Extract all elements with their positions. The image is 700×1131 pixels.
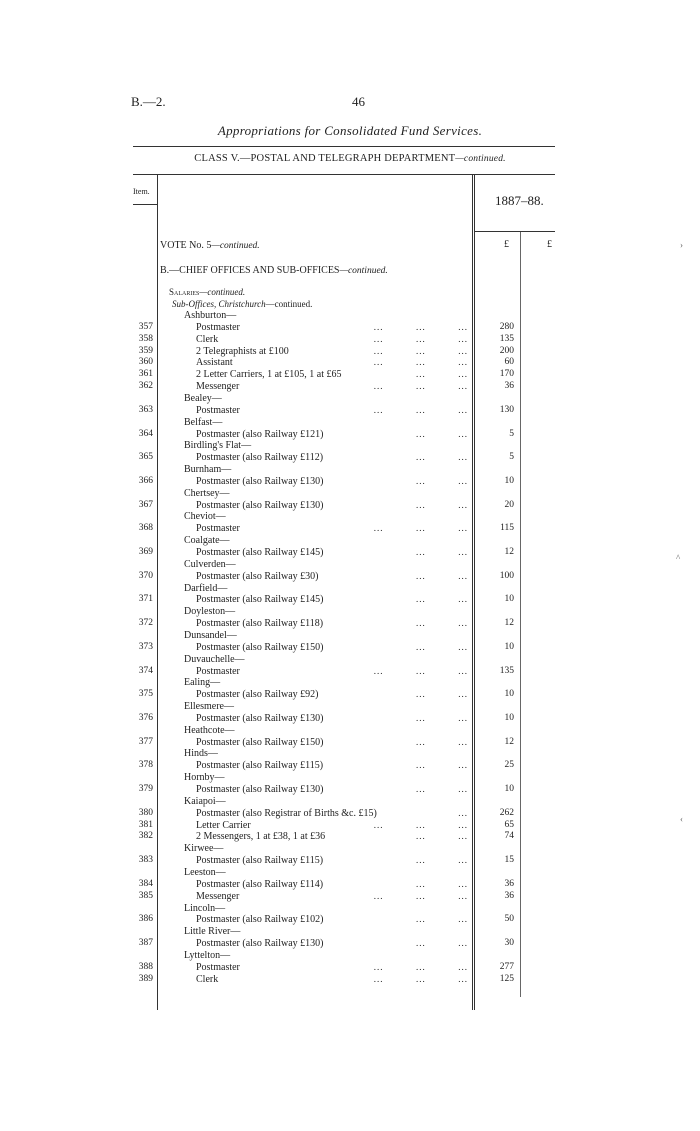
table-row [0, 405, 700, 417]
item-number: 378 [138, 760, 153, 771]
table-row [0, 737, 700, 749]
amount: 10 [504, 475, 514, 486]
place-name: Dunsandel— [184, 629, 237, 641]
place-row [0, 393, 700, 405]
table-row [0, 820, 700, 832]
amount: 12 [504, 547, 514, 557]
place-row [0, 606, 700, 618]
amount: 65 [504, 819, 514, 830]
place-row [0, 903, 700, 915]
item-number: 367 [138, 499, 153, 510]
section-continued: —continued. [339, 266, 388, 276]
position-title: Postmaster (also Railway £102) [196, 914, 324, 926]
leader-dots: ... ... ... [373, 345, 468, 356]
amount: 280 [499, 321, 514, 332]
amount: 100 [499, 570, 514, 581]
page-title: Appropriations for Consolidated Fund Services. [217, 123, 483, 138]
leader-dots: ... ... [416, 475, 468, 486]
table-row [0, 547, 700, 559]
place-name: Kaiapoi— [184, 795, 226, 807]
item-column-header: Item. [133, 187, 150, 196]
place-name: Hornby— [184, 772, 225, 784]
amount: 30 [504, 938, 514, 949]
position-title: Postmaster (also Railway £118) [196, 618, 324, 630]
item-number: 370 [138, 570, 153, 581]
place-name: Ealing— [184, 677, 221, 689]
place-row [0, 701, 700, 713]
place-name: Darfield— [184, 582, 228, 594]
place-name: Birdling's Flat— [184, 440, 252, 452]
item-number: 379 [138, 784, 153, 794]
currency-symbol-2: £ [547, 239, 552, 250]
amount: 20 [504, 499, 514, 510]
amount: 5 [509, 452, 514, 463]
leader-dots: ... ... [416, 499, 468, 510]
amount: 10 [504, 594, 514, 605]
amount: 12 [504, 618, 514, 629]
amount: 130 [499, 404, 514, 415]
place-row [0, 583, 700, 595]
position-title: Postmaster (also Railway £150) [196, 736, 324, 748]
item-number: 373 [138, 641, 153, 652]
amount: 50 [504, 914, 514, 925]
class-heading-text: CLASS V.—POSTAL AND TELEGRAPH DEPARTMENT [194, 153, 456, 164]
place-name: Leeston— [184, 866, 226, 878]
table-row [0, 914, 700, 926]
position-title: Postmaster (also Railway £115) [196, 760, 324, 772]
amount: 10 [504, 784, 514, 794]
table-top-rule [133, 174, 555, 175]
position-title: Assistant [196, 357, 233, 369]
amount: 10 [504, 712, 514, 723]
table-row [0, 808, 700, 820]
amount: 25 [504, 760, 514, 771]
leader-dots: ... ... ... [373, 381, 468, 392]
leader-dots: ... [458, 807, 468, 818]
item-number: 359 [138, 345, 153, 356]
place-name: Hinds— [184, 748, 218, 760]
margin-mark: › [680, 240, 683, 250]
place-row [0, 440, 700, 452]
leader-dots: ... ... [416, 712, 468, 723]
leader-dots: ... ... [416, 831, 468, 842]
position-title: Postmaster (also Railway £121) [196, 428, 324, 440]
place-name: Coalgate— [184, 535, 230, 547]
place-name: Culverden— [184, 558, 236, 570]
position-title: Postmaster (also Railway £92) [196, 689, 319, 701]
position-title: Postmaster [196, 523, 240, 535]
leader-dots: ... ... ... [373, 890, 468, 901]
place-row [0, 926, 700, 938]
amount: 5 [509, 428, 514, 439]
leader-dots: ... ... ... [373, 404, 468, 415]
salaries-heading [169, 287, 245, 297]
place-row [0, 511, 700, 523]
margin-mark: ^ [676, 553, 681, 563]
table-row [0, 760, 700, 772]
salaries-continued: —continued. [199, 287, 246, 297]
item-number: 358 [138, 333, 153, 344]
item-number: 386 [138, 914, 153, 925]
amount: 60 [504, 357, 514, 368]
place-name: Ashburton— [184, 310, 237, 321]
leader-dots: ... ... [416, 878, 468, 889]
leader-dots: ... ... ... [373, 961, 468, 972]
position-title: Letter Carrier [196, 819, 251, 831]
vote-heading [160, 240, 260, 251]
place-name: Cheviot— [184, 511, 226, 523]
table-row [0, 322, 700, 334]
leader-dots: ... ... [416, 760, 468, 771]
item-number: 361 [138, 369, 153, 380]
item-number: 368 [138, 523, 153, 534]
position-title: Postmaster [196, 404, 240, 416]
place-row [0, 867, 700, 879]
leader-dots: ... ... ... [373, 357, 468, 368]
amount: 125 [499, 973, 514, 984]
position-title: Postmaster (also Railway £130) [196, 784, 324, 795]
leader-dots: ... ... [416, 641, 468, 652]
item-number: 363 [138, 404, 153, 415]
amount: 262 [499, 807, 514, 818]
table-row [0, 571, 700, 583]
leader-dots: ... ... [416, 452, 468, 463]
place-name: Lyttelton— [184, 949, 231, 961]
position-title: Postmaster (also Railway £112) [196, 452, 324, 464]
amount: 36 [504, 381, 514, 392]
item-number: 372 [138, 618, 153, 629]
leader-dots: ... ... [416, 369, 468, 380]
position-title: Clerk [196, 973, 219, 985]
place-row [0, 464, 700, 476]
leader-dots: ... ... [416, 570, 468, 581]
table-row [0, 831, 700, 843]
table-row [0, 429, 700, 441]
leader-dots: ... ... ... [373, 321, 468, 332]
item-number: 362 [138, 381, 153, 392]
table-row [0, 452, 700, 464]
table-row [0, 500, 700, 512]
page-number: 46 [352, 94, 365, 109]
leader-dots: ... ... [416, 938, 468, 949]
place-row [0, 417, 700, 429]
class-heading [0, 153, 700, 164]
item-number: 376 [138, 712, 153, 723]
year-header-rule [475, 231, 555, 232]
position-title: Postmaster (also Railway £30) [196, 570, 319, 582]
position-title: Postmaster (also Registrar of Births &c. £15) [196, 807, 377, 819]
year-header: 1887–88. [495, 193, 544, 208]
place-name: Duvauchelle— [184, 653, 245, 665]
sub-offices-label: Sub-Offices, Christchurch [172, 299, 266, 309]
leader-dots: ... ... [416, 547, 468, 557]
salaries-label: Salaries [169, 287, 200, 297]
position-title: Clerk [196, 333, 219, 345]
place-name: Little River— [184, 926, 241, 938]
table-row [0, 689, 700, 701]
leader-dots: ... ... [416, 784, 468, 794]
place-row [0, 725, 700, 737]
table-row [0, 381, 700, 393]
table-row [0, 666, 700, 678]
place-name: Belfast— [184, 416, 223, 428]
leader-dots: ... ... [416, 618, 468, 629]
table-row [0, 594, 700, 606]
item-number: 375 [138, 689, 153, 700]
item-number: 382 [138, 831, 153, 842]
item-number: 374 [138, 665, 153, 676]
amount: 277 [499, 961, 514, 972]
table-row [0, 938, 700, 950]
table-row [0, 523, 700, 535]
table-row [0, 642, 700, 654]
item-number: 357 [138, 321, 153, 332]
amount: 135 [499, 333, 514, 344]
item-number: 387 [138, 938, 153, 949]
table-row [0, 974, 700, 986]
title-rule [133, 146, 555, 147]
leader-dots: ... ... ... [373, 333, 468, 344]
position-title: Postmaster (also Railway £150) [196, 641, 324, 653]
table-row [0, 346, 700, 358]
item-number: 384 [138, 878, 153, 889]
place-row [0, 559, 700, 571]
place-name: Bealey— [184, 392, 222, 404]
place-row [0, 796, 700, 808]
item-number: 388 [138, 961, 153, 972]
amount: 200 [499, 345, 514, 356]
vote-label: VOTE No. 5 [160, 240, 212, 251]
sub-offices-continued: —continued. [265, 299, 313, 309]
amount: 36 [504, 890, 514, 901]
position-title: Postmaster (also Railway £145) [196, 547, 324, 558]
table-row [0, 962, 700, 974]
leader-dots: ... ... [416, 594, 468, 605]
position-title: 2 Letter Carriers, 1 at £105, 1 at £65 [196, 369, 342, 381]
amount: 74 [504, 831, 514, 842]
table-row [0, 879, 700, 891]
position-title: Postmaster [196, 321, 240, 333]
amount: 170 [499, 369, 514, 380]
place-row [0, 748, 700, 760]
item-number: 383 [138, 855, 153, 866]
position-title: Postmaster [196, 961, 240, 973]
leader-dots: ... ... [416, 689, 468, 700]
amount: 36 [504, 878, 514, 889]
place-name: Burnham— [184, 464, 232, 476]
section-label: B.—CHIEF OFFICES AND SUB-OFFICES [160, 265, 340, 276]
item-number: 385 [138, 890, 153, 901]
margin-mark: ‹ [680, 814, 683, 824]
place-name: Lincoln— [184, 902, 226, 914]
vote-continued: —continued. [211, 241, 260, 251]
leader-dots: ... ... ... [373, 819, 468, 830]
position-title: Postmaster (also Railway £130) [196, 712, 324, 724]
table-row [0, 891, 700, 903]
sub-offices-heading [172, 299, 312, 309]
item-number: 371 [138, 594, 153, 605]
place-row [0, 535, 700, 547]
amount: 10 [504, 641, 514, 652]
position-title: Postmaster (also Railway £115) [196, 855, 324, 867]
section-heading [160, 265, 388, 276]
item-header-underline [133, 204, 157, 205]
item-number: 364 [138, 428, 153, 439]
position-title: 2 Telegraphists at £100 [196, 345, 289, 357]
amount: 115 [500, 523, 514, 534]
item-number: 360 [138, 357, 153, 368]
item-number: 380 [138, 807, 153, 818]
place-row [0, 677, 700, 689]
item-number: 389 [138, 973, 153, 984]
table-row [0, 334, 700, 346]
document-code: B.—2. [131, 94, 166, 109]
table-row [0, 618, 700, 630]
place-name: Doyleston— [184, 606, 236, 618]
amount: 135 [499, 665, 514, 676]
place-row [0, 488, 700, 500]
place-name: Kirwee— [184, 843, 224, 855]
amount: 15 [504, 855, 514, 866]
table-row [0, 713, 700, 725]
position-title: Messenger [196, 890, 240, 902]
place-name: Ellesmere— [184, 701, 234, 713]
place-name: Heathcote— [184, 724, 235, 736]
table-row [0, 784, 700, 796]
class-heading-continued: —continued. [455, 154, 506, 164]
position-title: 2 Messengers, 1 at £38, 1 at £36 [196, 831, 326, 843]
leader-dots: ... ... [416, 736, 468, 747]
item-number: 366 [138, 475, 153, 486]
table-row [0, 855, 700, 867]
place-name: Chertsey— [184, 487, 230, 499]
item-number: 381 [138, 819, 153, 830]
table-row [0, 369, 700, 381]
table-row [0, 476, 700, 488]
item-number: 377 [138, 736, 153, 747]
leader-dots: ... ... [416, 855, 468, 866]
position-title: Postmaster (also Railway £145) [196, 594, 324, 606]
leader-dots: ... ... ... [373, 523, 468, 534]
leader-dots: ... ... ... [373, 973, 468, 984]
place-row [0, 310, 700, 322]
place-row [0, 843, 700, 855]
position-title: Postmaster (also Railway £130) [196, 475, 324, 487]
leader-dots: ... ... ... [373, 665, 468, 676]
position-title: Postmaster (also Railway £130) [196, 499, 324, 511]
place-row [0, 654, 700, 666]
place-row [0, 772, 700, 784]
item-number: 369 [138, 547, 153, 557]
position-title: Postmaster (also Railway £130) [196, 938, 324, 950]
item-number: 365 [138, 452, 153, 463]
leader-dots: ... ... [416, 914, 468, 925]
leader-dots: ... ... [416, 428, 468, 439]
table-row [0, 357, 700, 369]
position-title: Postmaster [196, 665, 240, 677]
position-title: Messenger [196, 381, 240, 393]
currency-symbol-1: £ [504, 239, 509, 250]
amount: 10 [504, 689, 514, 700]
place-row [0, 950, 700, 962]
amount: 12 [504, 736, 514, 747]
place-row [0, 630, 700, 642]
position-title: Postmaster (also Railway £114) [196, 878, 324, 890]
